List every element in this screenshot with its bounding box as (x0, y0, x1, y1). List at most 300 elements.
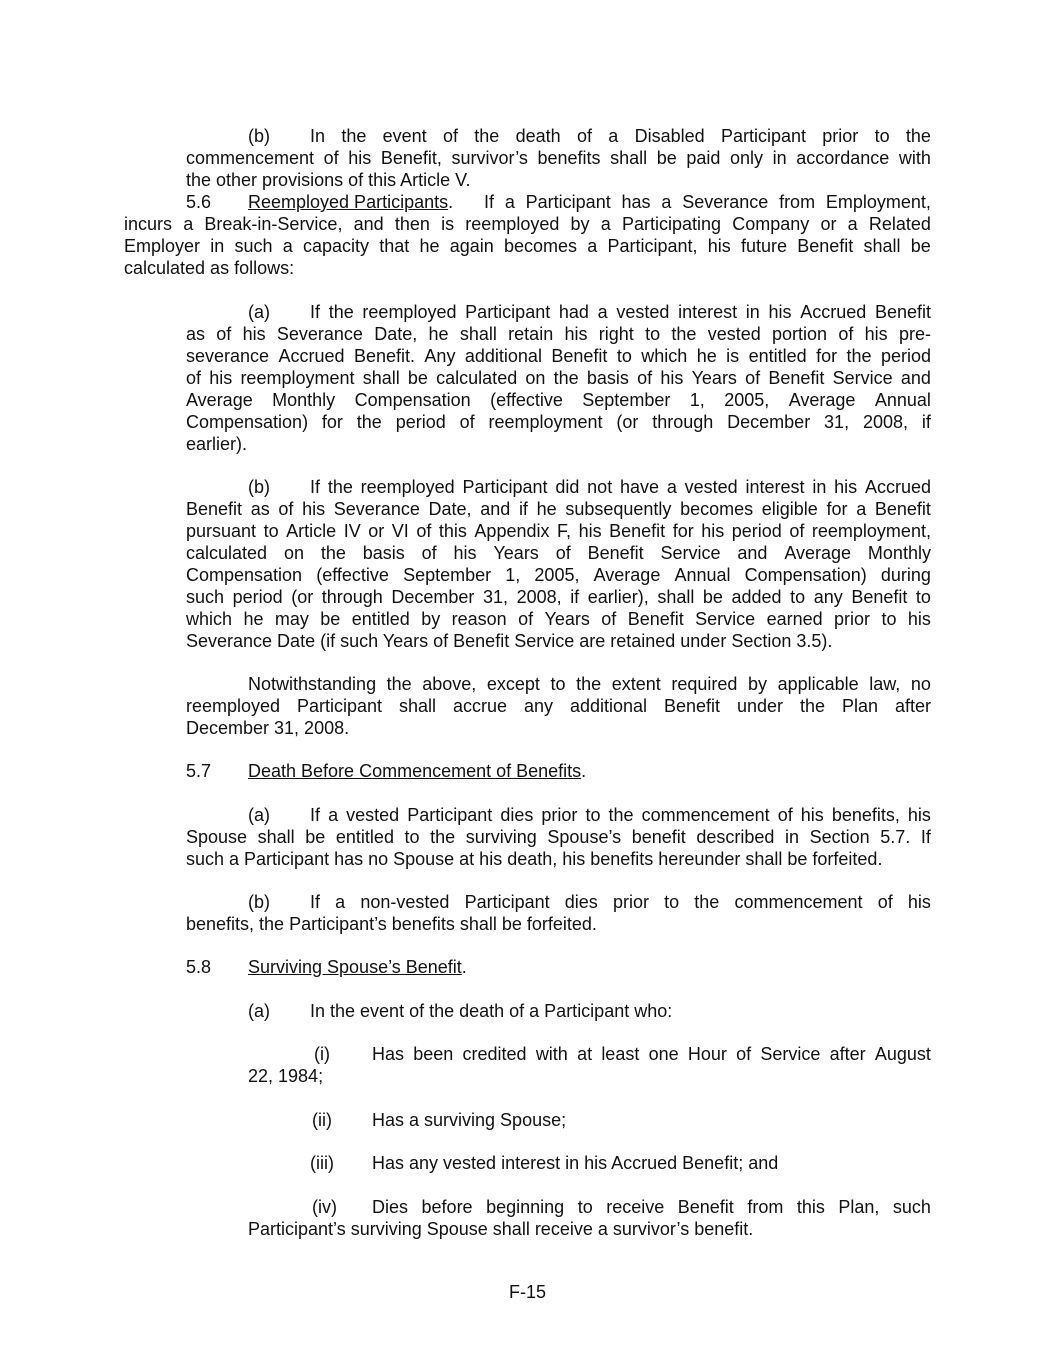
word: through (321, 587, 383, 607)
word: the (608, 805, 634, 825)
word: Dies (372, 1197, 409, 1217)
word: Participant (720, 126, 806, 146)
word: Average (784, 543, 852, 563)
word: such (186, 587, 225, 607)
paragraph-line (186, 586, 931, 608)
paragraph-line: calculated as follows: (124, 258, 295, 278)
word: of (416, 521, 432, 541)
word: Benefit (663, 696, 721, 716)
paragraph-line (372, 1196, 931, 1218)
word: 31, (824, 412, 850, 432)
word: 1, (689, 390, 705, 410)
word: has (621, 192, 651, 212)
word: a (282, 236, 293, 256)
word: of (736, 1044, 752, 1064)
word: by (747, 674, 767, 694)
word: Participant (525, 192, 611, 212)
word: prior (834, 609, 871, 629)
word: vested (616, 302, 670, 322)
word: his (302, 499, 326, 519)
word: to (616, 346, 632, 366)
word: prior (822, 126, 859, 146)
word: the (799, 696, 826, 716)
word: period (395, 412, 446, 432)
word: vested (707, 324, 761, 344)
word: accordance (796, 148, 890, 168)
word: to (881, 609, 897, 629)
word: the (553, 368, 579, 388)
word: capacity (302, 236, 370, 256)
word: accrue (453, 696, 508, 716)
clause-label: (a) (248, 1001, 270, 1021)
subclause-label: (i) (314, 1044, 330, 1064)
word: the (320, 543, 346, 563)
word: Benefit (874, 499, 931, 519)
word: Average (593, 565, 661, 585)
word: commencement (641, 805, 770, 825)
word: in (745, 302, 760, 322)
word: is (441, 214, 455, 234)
word: his (453, 543, 477, 563)
word: shall (257, 827, 295, 847)
word: Service (695, 609, 756, 629)
word: by (570, 214, 590, 234)
word: of (601, 609, 617, 629)
word: if (921, 412, 931, 432)
clause-label: (b) (248, 126, 270, 146)
word: to (263, 521, 279, 541)
word: shall (459, 324, 497, 344)
word: Spouse’s (547, 827, 622, 847)
word: 2005, (534, 565, 580, 585)
paragraph-line: the other provisions of this Article V. (186, 170, 471, 190)
word: the (386, 674, 412, 694)
word: his (907, 892, 931, 912)
word: Accrued (864, 477, 931, 497)
subclause-label: (iv) (312, 1197, 337, 1217)
word: survivor’s (451, 148, 528, 168)
paragraph-line (186, 389, 931, 411)
section-heading-text: Death Before Commencement of Benefits (248, 761, 582, 781)
word: his (578, 521, 602, 541)
word: December (391, 587, 475, 607)
word: extent (611, 674, 661, 694)
word: receive (606, 1197, 665, 1217)
word: Plan, (838, 1197, 880, 1217)
word: a (335, 892, 346, 912)
word: pre- (898, 324, 931, 344)
word: Benefit (609, 521, 666, 541)
word: to (585, 805, 601, 825)
word: been (413, 1044, 454, 1064)
word: be (305, 827, 326, 847)
word: beginning (486, 1197, 565, 1217)
word: under (736, 696, 784, 716)
word: in (210, 236, 225, 256)
clause-label: (a) (248, 302, 270, 322)
paragraph-line (186, 826, 931, 848)
paragraph-line: earlier). (186, 434, 248, 454)
paragraph-line (124, 213, 931, 235)
section-number: 5.8 (186, 957, 212, 977)
word: December (727, 412, 811, 432)
word: from (747, 1197, 784, 1217)
word: Severance (333, 499, 420, 519)
word: vested (684, 477, 738, 497)
paragraph-line (186, 411, 931, 433)
word: Employer (124, 236, 201, 256)
word: event (382, 126, 427, 146)
word: a (608, 126, 619, 146)
word: interest (745, 477, 805, 497)
word: for (816, 346, 838, 366)
word: his (209, 368, 233, 388)
word: added (731, 587, 782, 607)
word: benefits (537, 148, 601, 168)
word: Compensation (354, 390, 471, 410)
word: Monthly (272, 390, 336, 410)
word: except (486, 674, 540, 694)
word: did (555, 477, 580, 497)
word: for (826, 499, 848, 519)
clause-label: (b) (248, 477, 270, 497)
word: If (920, 827, 931, 847)
paragraph-line (248, 673, 931, 695)
word: at (577, 1044, 593, 1064)
word: only (729, 148, 764, 168)
word: Participant (462, 477, 548, 497)
word: Article (286, 521, 337, 541)
word: be (702, 587, 723, 607)
word: calculated (186, 543, 268, 563)
word: Monthly (867, 543, 931, 563)
word: his (348, 148, 372, 168)
word: period (232, 587, 283, 607)
word: in (812, 477, 827, 497)
word: his (707, 236, 731, 256)
subclause-label: (ii) (312, 1110, 332, 1130)
word: portion (772, 324, 828, 344)
word: September (582, 390, 671, 410)
word: death (515, 126, 561, 146)
word: to (915, 587, 931, 607)
word: law, (869, 674, 901, 694)
word: reemployment, (811, 521, 931, 541)
paragraph-line (310, 891, 931, 913)
word: Company (732, 214, 810, 234)
word: the (671, 324, 697, 344)
word: and (737, 543, 768, 563)
word: a (600, 214, 611, 234)
word: Employment, (825, 192, 931, 212)
word: to (550, 674, 566, 694)
paragraph-line (186, 564, 931, 586)
word: earned (766, 609, 823, 629)
word: on (283, 543, 304, 563)
word: Participant (297, 696, 383, 716)
word: if (518, 499, 528, 519)
word: Average (788, 390, 856, 410)
word: incurs (124, 214, 173, 234)
word: the (430, 827, 456, 847)
section-heading (248, 191, 453, 213)
paragraph-line (186, 542, 931, 564)
paragraph-line: Has any vested interest in his Accrued Benefit; and (372, 1153, 779, 1173)
subclause-label: (iii) (310, 1153, 334, 1173)
word: 31, (482, 587, 509, 607)
word: period (880, 346, 931, 366)
word: Average (186, 390, 253, 410)
word: his (768, 302, 792, 322)
word: VI (391, 521, 409, 541)
word: shall (863, 236, 901, 256)
word: Service (832, 368, 893, 388)
word: no (910, 674, 931, 694)
word: the (356, 412, 382, 432)
word: Benefit (851, 587, 908, 607)
word: his (834, 477, 858, 497)
word: from (779, 192, 816, 212)
word: Service (760, 1044, 821, 1064)
section-heading-period: . (448, 192, 454, 212)
word: entitled (351, 609, 410, 629)
paragraph-line: Has a surviving Spouse; (372, 1110, 567, 1130)
word: vested (346, 805, 400, 825)
word: Date, (428, 499, 472, 519)
word: or (820, 214, 837, 234)
word: least (601, 1044, 640, 1064)
word: Break-in-Service, (204, 214, 343, 234)
word: of (442, 126, 458, 146)
word: he (243, 609, 264, 629)
word: 2008, (516, 587, 562, 607)
word: Benefit (587, 543, 644, 563)
word: becomes (680, 499, 754, 519)
word: the (474, 126, 500, 146)
clause-label: (a) (248, 805, 270, 825)
paragraph-line (124, 235, 931, 257)
word: the (846, 346, 872, 366)
word: September (403, 565, 492, 585)
word: on (525, 368, 546, 388)
word: of (789, 521, 805, 541)
paragraph-line (186, 608, 931, 630)
word: as (186, 324, 206, 344)
word: If (310, 477, 321, 497)
word: for (321, 412, 343, 432)
word: (effective (490, 390, 563, 410)
word: a (183, 214, 194, 234)
word: In (310, 126, 326, 146)
paragraph-line (310, 301, 931, 323)
word: with (898, 148, 931, 168)
word: subsequently (565, 499, 672, 519)
word: of (745, 368, 761, 388)
word: before (421, 1197, 473, 1217)
clause-label: (b) (248, 892, 270, 912)
word: severance (186, 346, 270, 366)
word: eligible (761, 499, 818, 519)
word: of (838, 324, 854, 344)
word: as (250, 499, 270, 519)
word: such (892, 1197, 931, 1217)
section-number: 5.6 (186, 192, 212, 212)
word: retain (508, 324, 554, 344)
section-heading-period: . (461, 957, 467, 977)
word: the (694, 892, 720, 912)
word: Participant, (607, 236, 698, 256)
paragraph-line (372, 1043, 931, 1065)
word: August (874, 1044, 931, 1064)
word: If (310, 302, 321, 322)
word: of (323, 148, 339, 168)
word: of (216, 324, 232, 344)
word: Annual (674, 565, 731, 585)
word: had (558, 302, 589, 322)
word: after (894, 696, 931, 716)
word: Date, (374, 324, 418, 344)
word: earlier), (587, 587, 649, 607)
word: 2008, (862, 412, 908, 432)
word: (or (291, 587, 314, 607)
word: his (564, 324, 588, 344)
paragraph-line: benefits, the Participant’s benefits shall be forfeited. (186, 914, 597, 934)
word: the (905, 126, 931, 146)
word: his (800, 805, 824, 825)
paragraph-line: In the event of the death of a Participant who: (310, 1001, 673, 1021)
word: Participating (621, 214, 722, 234)
word: prior (612, 892, 649, 912)
word: the (328, 302, 354, 322)
word: Benefit, (380, 148, 442, 168)
word: for (672, 521, 694, 541)
word: and (480, 499, 511, 519)
word: interest (678, 302, 738, 322)
word: basis (586, 368, 629, 388)
word: to (790, 587, 806, 607)
word: his (907, 609, 931, 629)
word: the (576, 674, 602, 694)
word: 1, (505, 565, 521, 585)
word: then (394, 214, 430, 234)
word: shall (399, 696, 437, 716)
word: in (785, 827, 800, 847)
word: reemployed (362, 302, 457, 322)
word: paid (686, 148, 721, 168)
word: be (320, 609, 341, 629)
word: his (660, 368, 684, 388)
word: Benefit (627, 609, 684, 629)
word: his (701, 521, 725, 541)
word: which (641, 346, 688, 366)
word: to (577, 1197, 593, 1217)
word: Severance (682, 192, 769, 212)
word: to (404, 827, 420, 847)
word: Accrued (278, 346, 345, 366)
word: If (310, 892, 321, 912)
word: such (234, 236, 273, 256)
paragraph-line (186, 367, 931, 389)
word: surviving (465, 827, 537, 847)
word: (or (616, 412, 639, 432)
word: a (856, 499, 867, 519)
word: a (597, 302, 608, 322)
word: this (796, 1197, 825, 1217)
word: be (910, 236, 931, 256)
word: his (907, 805, 931, 825)
paragraph-line (186, 498, 931, 520)
word: be (656, 148, 677, 168)
word: Related (868, 214, 931, 234)
word: be (407, 368, 428, 388)
word: credited (462, 1044, 527, 1064)
word: non-vested (360, 892, 450, 912)
word: described (696, 827, 775, 847)
word: of (186, 368, 202, 388)
word: IV (343, 521, 361, 541)
word: Benefit (797, 236, 854, 256)
word: a (328, 805, 339, 825)
word: Participant (465, 302, 551, 322)
word: additional (464, 346, 542, 366)
word: to (664, 892, 680, 912)
word: any (813, 587, 843, 607)
word: applicable (777, 674, 859, 694)
section-number: 5.7 (186, 761, 212, 781)
word: is (726, 346, 740, 366)
paragraph-line (186, 323, 931, 345)
word: of (518, 609, 534, 629)
paragraph-line (186, 345, 931, 367)
word: through (652, 412, 714, 432)
word: Appendix (474, 521, 550, 541)
section-heading (248, 956, 467, 978)
paragraph-line (484, 191, 931, 213)
word: above, (422, 674, 477, 694)
word: he (696, 346, 717, 366)
word: that (379, 236, 410, 256)
word: benefits, (831, 805, 900, 825)
word: becomes (504, 236, 578, 256)
word: with (535, 1044, 568, 1064)
word: benefit (631, 827, 686, 847)
word: if (570, 587, 580, 607)
page-number: F-15 (508, 1282, 546, 1302)
word: of (877, 892, 893, 912)
word: Benefit. (353, 346, 415, 366)
word: in (772, 148, 787, 168)
word: period (731, 521, 782, 541)
word: to (874, 126, 890, 146)
word: this (438, 521, 467, 541)
word: a (666, 477, 677, 497)
word: may (274, 609, 309, 629)
word: and (900, 368, 931, 388)
word: which (186, 609, 233, 629)
word: reemployed (360, 477, 455, 497)
word: commencement (186, 148, 315, 168)
word: Notwithstanding (248, 674, 377, 694)
word: 5.7. (880, 827, 911, 847)
word: reemployed (186, 696, 281, 716)
paragraph-line: such a Participant has no Spouse at his death, his benefits hereunder shall be forfeited. (186, 849, 883, 869)
word: Participant (464, 892, 550, 912)
word: again (449, 236, 494, 256)
word: shall (657, 587, 695, 607)
word: of (637, 368, 653, 388)
paragraph-line: 22, 1984; (248, 1066, 324, 1086)
word: Years (544, 609, 590, 629)
